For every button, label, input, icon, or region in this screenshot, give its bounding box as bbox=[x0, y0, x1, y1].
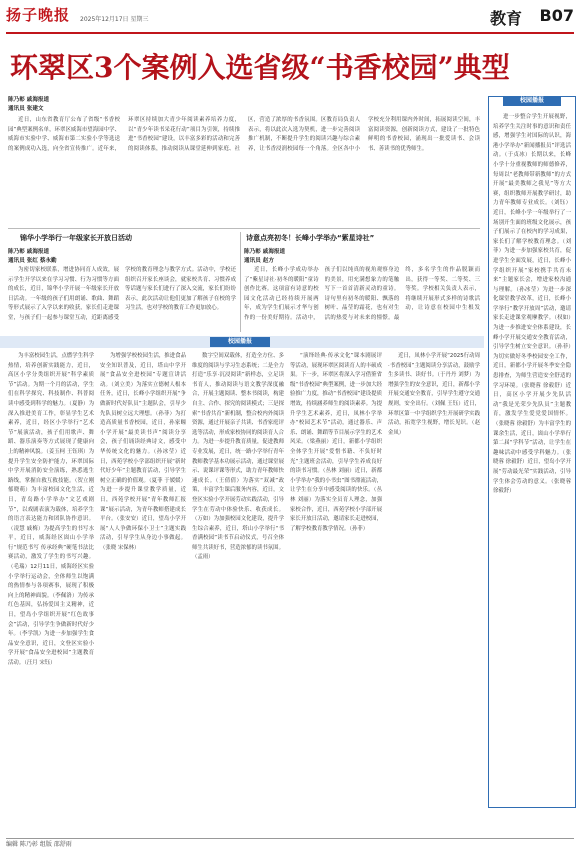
campus-col-5 bbox=[388, 352, 480, 814]
story1-byline: 陈乃彰 戚海报道 通讯员 张红 蔡永勤 bbox=[8, 249, 57, 264]
footer-rule bbox=[6, 838, 574, 839]
issue-date: 2025年12月17日 星期三 bbox=[80, 16, 149, 23]
lead-text-body: 近日，山东省教育厅公布了省级“书香校园”典型案例名单，环翠区威海市望海园中学、威海市实验中学、威海市第二实验小学等选送的案例成功入选，向全省宣传推广。近年来，环翠区持续加大青少年阅读素养培养力度，以“青少年读书采花行动”项目为引领，持续推进“书香校园”建设，以丰富多彩的活动和完善的阅读体系，推动阅读从课堂延伸到家庭、社区，营造了浓厚的书香氛围。区教育局负责人表示，将以此次入选为契机，进一步完善阅读推广机制，不断提升学生的阅读兴趣与综合素养，让书香浸润校园每一个角落。全区各中小学校充分利用课内外时间，拓展阅读空间，丰富阅读资源，创新阅读方式，建设了一批特色鲜明的书香校园，涌现出一批爱读书、会读书、善读书的优秀师生。 bbox=[8, 117, 480, 152]
story2-title: 诗意点亮初冬！长峰小学举办“紫星诗社” bbox=[246, 234, 375, 242]
story2-byline: 陈乃彰 戚海报道 通讯员 赵方 bbox=[244, 249, 286, 264]
story1-text bbox=[8, 266, 236, 332]
lead-text bbox=[8, 116, 480, 226]
story1-title: 锦华小学举行一年级家长开放日活动 bbox=[20, 234, 132, 242]
footer-credits: 编辑 陈乃彰 组版 邵舒雨 bbox=[6, 841, 72, 848]
story2-text bbox=[244, 266, 480, 332]
masthead-rule bbox=[6, 32, 574, 34]
campus-col-2 bbox=[100, 352, 186, 814]
masthead bbox=[6, 4, 574, 30]
campus-col-2-text: 为增强学校校园生活，推进食品安全知识普及，近日，塔山中学开展“食品安全进校园”专题宣讲活动。（刘立美）为落实立德树人根本任务，近日，长峰小学组织开展“争做新时代好队员”主题队会，引导少先队员树立远大理想。（孙菲）为打造高质量书香校园，近日，孙家疃小学开展“最美读书声”阅读分享会，孩子们诵读经典诗文，感受中华传统文化的魅力。（孙冰莹）近日，西苑学校小学部组织开展“新时代好少年”主题教育活动，引导学生树立正确的价值观。（夏菲 于媛媛）为进一步提升课堂教学质量，近日，西苑学校开展“青年教师汇报课”展示活动，为青年教师搭建成长平台。（张安安）近日，望岛小学开展“人人争做环保小卫士”主题实践活动，引导学生从身边小事做起。（张晓 宋保林） bbox=[100, 353, 186, 551]
campus-col-3 bbox=[192, 352, 284, 814]
campus-news-label: 校园播报 bbox=[210, 337, 270, 347]
divider bbox=[240, 232, 241, 332]
page-number: B07 bbox=[539, 6, 574, 25]
campus-col-5-text: 近日，凤林小学开展“2025行动周·书香校园”主题阅读分享活动，鼓励学生多读书、读好书。（于丹丹 刘梦）为增强学生的安全意识，近日，新都小学开展交通安全教育，引导学生遵守交通规则，安全出行。（刘佩 王钰）近日，环翠区第一中学组织学生开展研学实践活动，拓宽学生视野，增长见识。（赵金凤） bbox=[388, 353, 480, 436]
campus-col-1 bbox=[8, 352, 94, 814]
campus-col-3-text: 数字空间双载体，打造全方位、多维度的阅读与学习生态系统；二是全力打造“乐享·沉浸阅读”新样态，立足读书育人，推动阅读与语文教学深度融合，开展主题阅读、整本书阅读，构建自主、合作、探究的阅读模式；三是探索“书香共育”新机制，整合校内外阅读资源，通过开展亲子共读、书香家庭评选等活动，形成家校协同的阅读育人合力。为进一步提升教育质量，促进教师专业发展，近日，统一路小学举行青年教师教学基本功展示活动，通过课堂展示、说课评课等形式，助力青年教师快速成长。（王倩倩）为落实“双减”政策，丰富学生课后服务内容，近日，文登区实验小学开展劳动实践活动，引导学生在劳动中体验快乐、收获成长。（万如）为加强校园文化建设，提升学生综合素养，近日，塔山小学举行“书香满校园”读书节启动仪式，号召全体师生共读好书，营造浓郁的读书氛围。（孟雨） bbox=[192, 353, 284, 561]
sidebar-text bbox=[493, 113, 571, 803]
story2-text-body: 近日，长峰小学成功举办了“紫星诗社·初冬的暖阳”童诗创作比赛。这项富有诗意的校园文化活动已经持续开展两年，成为学生们展示才华与创作的一份美好期待。活动中，孩子们以纯真的视角观察身边的美景，用充满想象力的笔触写下一首首清新灵动的童诗。诗句里有初冬的暖阳、飘落的树叶、晶莹的霜花，也有对生活的热爱与对未来的憧憬。最终，多名学生的作品脱颖而出，获得一等奖、二等奖、三等奖。学校相关负责人表示，将继续开展形式多样的诗歌活动，让诗意在校园中生根发 bbox=[244, 267, 480, 321]
headline: 环翠区3个案例入选省级“书香校园”典型 bbox=[10, 51, 510, 84]
campus-col-1-text: 为丰富校园生活，点燃学生科学热情，培养创新实践能力，近日，高区小学分类组织开展“科学素质节”活动。为期一个月的活动，学生们在科学探究、科技制作、科普阅读中感受到科学的魅力。（夏静）为深入推进美育工作，彰显学生艺术素养，近日，经区小学举行“艺术节”展演活动，孩子们用歌声、舞蹈、器乐演奏等方式展现了健康向上的精神风貌。（姜玉柯 王钰琪）为提升学生安全防护能力，环翠国际中学开展消防安全演练，熟悉逃生路线，掌握自救互救技能。（贺立刚 郁晓萌）为丰富校园文化生活，近日，青岛路小学举办“文艺戏剧节”，以戏剧表演为载体，培养学生的语言表达能力和团队协作意识。（凌慧 戚梅）为提高学生的书写水平，近日，威海经区崮山小学举行“规范书写 传承经典”硬笔书法比赛活动，激发了学生的书写兴趣。（毛瑞）12月11日，威海经区实验小学举行运动会，全体师生以饱满的热情参与各项赛事，展现了积极向上的精神面貌。（李佩洛）为传承红色基因，弘扬爱国主义精神，近日，望岛小学组织开展“红色故事会”活动，引导学生争做新时代好少年。（李学凯）为进一步加强学生食品安全意识，近日，文登区实验小学开展“食品安全进校园”主题教育活动。（汪月 宋钰） bbox=[8, 353, 94, 666]
sidebar-label: 校园播报 bbox=[503, 96, 561, 106]
newspaper-logo: 扬子晚报 bbox=[6, 6, 71, 24]
lead-byline: 陈乃彰 戚海报道 通讯员 张建文 bbox=[8, 97, 50, 112]
campus-col-4-text: “演绎经典·传承文化”课本剧展评等活动，展现环翠区阅读育人的丰硕成果。下一步，环翠区将深入学习借鉴省级“书香校园”典型案例，进一步加大经验推广力度，推动“书香校园”建设提质增效，持续涵养师生的阅读素养。为提升学生艺术素养，近日，凤林小学举办“校园艺术节”活动，通过器乐、声乐、朗诵、舞蹈等节目展示学生的艺术风采。（梁燕丽）近日，新都小学组织全体学生开展“爱惜书籍、不负好时光”主题班会活动，引导学生养成良好的读书习惯。（丛林 刘丽）近日，新都小学举办“我的小书虫”图书漂流活动，让学生在分享中感受阅读的快乐。（丛林 刘丽）为落实全员育人理念，加强家校合作，近日，西苑学校小学部开展家长开放日活动，邀请家长走进校园，了解学校教育教学情况。（孙菲） bbox=[290, 353, 382, 532]
campus-col-4 bbox=[290, 352, 382, 814]
sidebar-text-body: 进一步整合学生开展视野，培养学生关注时事的意识和责任感，增强学生对国际的认识，海港小学举办“新闻播报员”评选活动。（于贞冰）长期以来，长峰小学十分重视教师的师德修养，每周以“老教师带新教师”的方式开展“最美教师之我见”等方大赛，组织教师开展教学研讨，助力青年教师专业成长。（刘钰）近日，长峰小学一年级举行了一场别开生面的班级文化展示，孩子们展示了在校内的学习成果，家长们了解学校教育理念。（刘菲）为进一步加强家校共育，促进学生全面发展，近日，长峰小学组织开展“家校携手共育未来”主题家长会，增进家校沟通与理解。（孙冰莹）为进一步深化课堂教学改革，近日，长峰小学举行“教学开放周”活动，邀请家长走进课堂观摩教学。（权如）为进一步推进安全体系建设，长峰小学开展交通安全教育活动，引导学生树立安全意识。（孙菲）为切实做好冬季校园安全工作，近日，新都小学开展冬季安全隐患排查，为师生营造安全舒适的学习环境。（张晓蓉 徐毅舒）近日，高区小学开展少先队活动“我是光荣少先队员”主题教育，激发学生爱党爱国情怀。（张晓蓉 徐毅舒）为丰富学生的课余生活，近日，崮山小学举行第二届“学科节”活动，让学生在趣味活动中感受学科魅力。（张晓蓉 徐毅舒）近日，望岛小学开展“劳动最光荣”实践活动，引导学生体会劳动的意义。（张晓蓉 徐毅舒） bbox=[493, 114, 571, 495]
story1-text-body: 为密切家校联系，增进协同育人成效，展示学生开学以来在学习习惯、行为习惯等方面的成长，近日，锦华小学开展一年级家长开放日活动。一年级的孩子们用朗诵、歌曲、舞蹈等形式展示了入学以来的收获，家长们走进课堂，与孩子们一起参与课堂互动，近距离感受学校的教育理念与教学方式。活动中，学校还组织召开家长座谈会，就家校共育、习惯养成等话题与家长们进行了深入交流，家长们纷纷表示，此次活动让他们更加了解孩子在校的学习生活，也对学校的教育工作更加放心。 bbox=[8, 267, 236, 321]
section-name: 教育 bbox=[489, 9, 522, 28]
divider bbox=[8, 228, 480, 229]
sidebar-box bbox=[488, 96, 576, 808]
